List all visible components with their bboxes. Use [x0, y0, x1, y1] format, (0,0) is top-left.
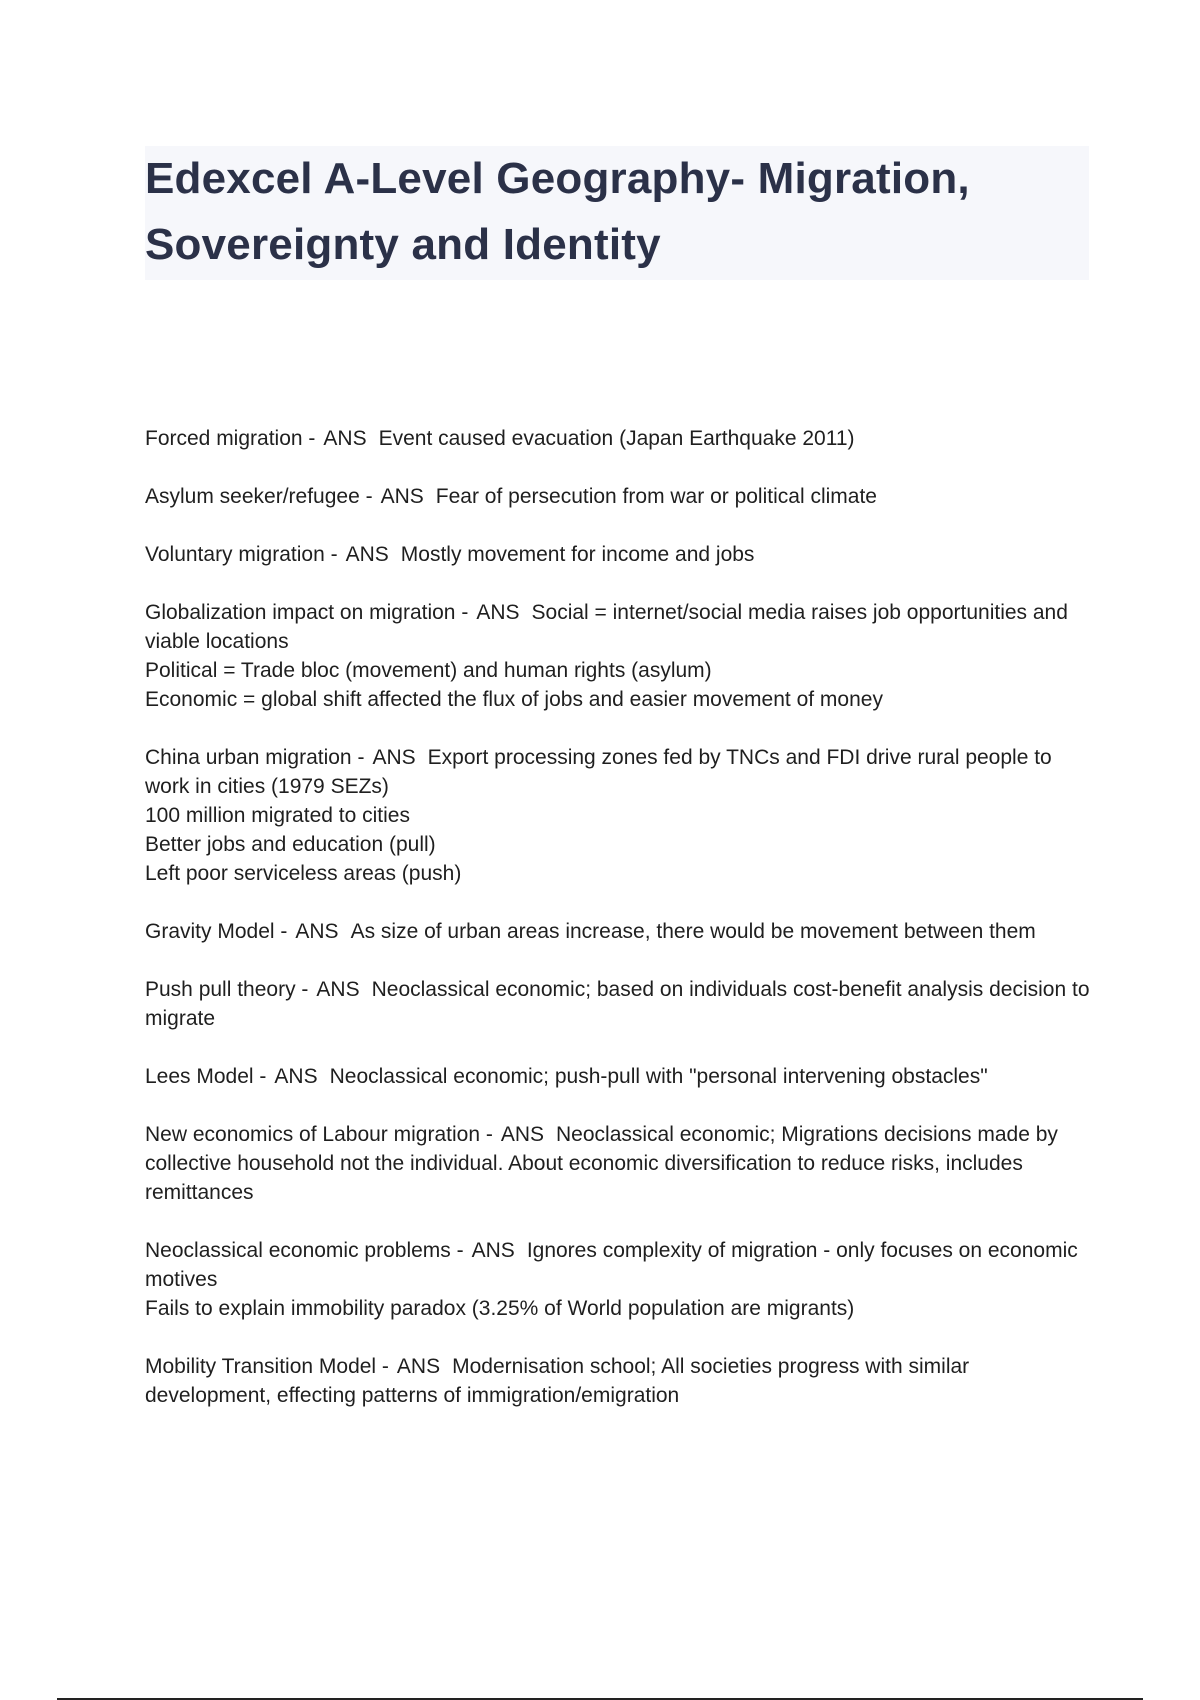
qa-item — [145, 917, 1090, 946]
qa-answer-line: Better jobs and education (pull) — [145, 833, 436, 856]
qa-item — [145, 540, 1090, 569]
qa-answer: Modernisation school; All societies progress with similar development, effecting patterns of immigration/emigration — [145, 1355, 970, 1407]
qa-term: New economics of Labour migration - — [145, 1123, 493, 1146]
ans-marker: ANS — [274, 1065, 318, 1088]
qa-list — [145, 424, 1090, 1439]
ans-marker: ANS — [295, 920, 339, 943]
qa-answer: Ignores complexity of migration - only focuses on economic motives — [145, 1239, 1078, 1291]
ans-marker: ANS — [396, 1355, 441, 1378]
qa-answer: Neoclassical economic; push-pull with "personal intervening obstacles" — [329, 1065, 988, 1088]
ans-marker: ANS — [323, 427, 367, 450]
qa-term: Lees Model - — [145, 1065, 267, 1088]
qa-answer: Mostly movement for income and jobs — [400, 543, 755, 566]
title-banner — [145, 146, 1089, 280]
qa-answer-line: Left poor serviceless areas (push) — [145, 862, 462, 885]
qa-answer-line: Political = Trade bloc (movement) and human rights (asylum) — [145, 659, 712, 682]
qa-term: Voluntary migration - — [145, 543, 338, 566]
ans-marker: ANS — [372, 746, 416, 769]
qa-term: Neoclassical economic problems - — [145, 1239, 464, 1262]
qa-answer: Neoclassical economic; based on individuals cost-benefit analysis decision to migrate — [145, 978, 1090, 1030]
qa-item — [145, 482, 1090, 511]
qa-answer: Social = internet/social media raises job opportunities and viable locations — [145, 601, 1068, 653]
qa-term: Gravity Model - — [145, 920, 288, 943]
qa-answer: Event caused evacuation (Japan Earthquake 2011) — [378, 427, 855, 450]
ans-marker: ANS — [471, 1239, 515, 1262]
qa-term: Globalization impact on migration - — [145, 601, 469, 624]
qa-term: China urban migration - — [145, 746, 365, 769]
ans-marker: ANS — [316, 978, 360, 1001]
ans-marker: ANS — [380, 485, 424, 508]
qa-term: Asylum seeker/refugee - — [145, 485, 373, 508]
qa-item — [145, 1120, 1090, 1207]
qa-item — [145, 975, 1090, 1033]
ans-marker: ANS — [500, 1123, 545, 1146]
qa-item — [145, 1062, 1090, 1091]
qa-answer: Fear of persecution from war or political climate — [435, 485, 877, 508]
qa-term: Push pull theory - — [145, 978, 309, 1001]
qa-answer-line: 100 million migrated to cities — [145, 804, 410, 827]
ans-marker: ANS — [345, 543, 389, 566]
qa-term: Forced migration - — [145, 427, 316, 450]
qa-term: Mobility Transition Model - — [145, 1355, 389, 1378]
qa-item — [145, 1236, 1090, 1323]
ans-marker: ANS — [476, 601, 520, 624]
qa-item — [145, 1352, 1090, 1410]
qa-answer: As size of urban areas increase, there would be movement between them — [350, 920, 1036, 943]
qa-item — [145, 598, 1090, 714]
qa-item — [145, 743, 1090, 888]
qa-answer-line: Fails to explain immobility paradox (3.25% of World population are migrants) — [145, 1297, 855, 1320]
qa-item — [145, 424, 1090, 453]
qa-answer: Neoclassical economic; Migrations decisions made by collective household not the individual. About economic diversification to reduce risks, includes remittances — [145, 1123, 1058, 1204]
document-title: Edexcel A-Level Geography- Migration, Sovereignty and Identity — [145, 154, 970, 269]
qa-answer: Export processing zones fed by TNCs and FDI drive rural people to work in cities (1979 SEZs) — [145, 746, 1052, 798]
qa-answer-line: Economic = global shift affected the flux of jobs and easier movement of money — [145, 688, 883, 711]
